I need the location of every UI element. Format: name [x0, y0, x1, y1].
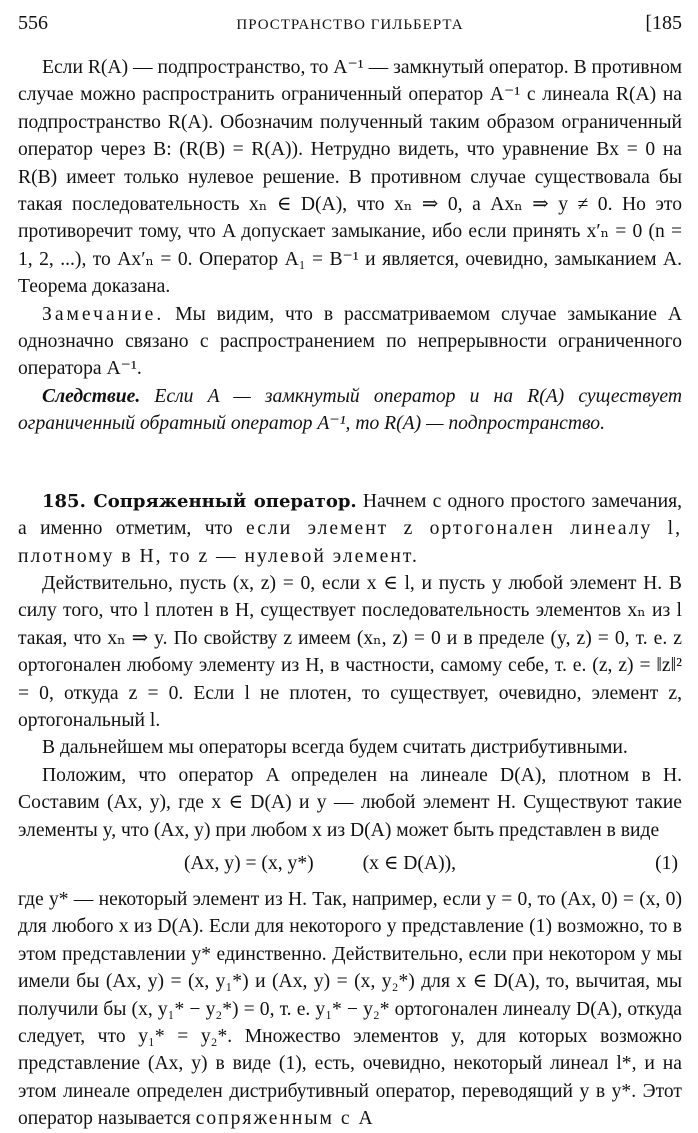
adjoint-text: где y* — некоторый элемент из H. Так, например, если y = 0, то (Ax, 0) = (x, 0) для любого x из D(A). Если для некоторого y представление (1) возможно, то в этом представлении y* единственно. Действительно, если при некотором y мы имели бы (Ax, y) = (x, y₁*) и (Ax, y) = (x, y₂*) для x ∈ D(A), то, вычитая, мы получили бы (x, y₁* − y₂*) = 0, т. е. y₁* − y₂* ортогонален линеалу D(A), откуда следует, что y₁* = y₂*. Множество элементов y, для которых возможно представление (Ax, y) в виде (1), есть, очевидно, некоторый линеал l*, и на этом линеале определен дистрибутивный оператор, переводящий y в y*. Этот оператор называется — [18, 888, 682, 1130]
remark-label: Замечание. — [42, 303, 165, 325]
remark-paragraph — [18, 301, 682, 383]
adjoint-term: сопряженным с A — [195, 1108, 375, 1130]
adjoint-paragraph — [18, 886, 682, 1133]
proof-paragraph: Если R(A) — подпространство, то A⁻¹ — замкнутый оператор. В противном случае можно распространить ограниченный оператор A⁻¹ с линеала R(A) на подпространство R(A). Обозначим полученный таким образом ограниченный оператор через B: (R(B) = R(A)). Нетрудно видеть, что уравнение Bx = 0 на R(B) имеет только нулевое решение. В противном случае существовала бы такая последовательность xₙ ∈ D(A), что xₙ ⇒ 0, а Axₙ ⇒ y ≠ 0. Но это противоречит тому, что A допускает замыкание, ибо если принять x′ₙ = 0 (n = 1, 2, ...), то Ax′ₙ = 0. Оператор A₁ = B⁻¹ и является, очевидно, замыканием A. Теорема доказана. — [18, 57, 682, 298]
proof-orthogonal-paragraph: Действительно, пусть (x, z) = 0, если x ∈ l, и пусть y любой элемент H. В силу того, что l плотен в H, существует последовательность элементов xₙ из l такая, что xₙ ⇒ y. По свойству z имеем (xₙ, z) = 0 и в пределе (y, z) = 0, т. е. z ортогонален любому элементу из H, в частности, самому себе, т. е. (z, z) = ‖z‖² = 0, откуда z = 0. Если l не плотен, то существует, очевидно, элемент z, ортогональный l. — [18, 572, 682, 731]
section-heading: 185. Сопряженный оператор. — [42, 490, 357, 512]
spaced-statement: если элемент z ортогонален линеалу l, плотному в H, то z — нулевой элемент. — [18, 518, 682, 567]
operator-definition-paragraph: Положим, что оператор A определен на линеале D(A), плотном в H. Составим (Ax, y), где x ∈ D(A) и y — любой элемент H. Существуют такие элементы y, что (Ax, y) при любом x из D(A) может быть представлен в виде — [18, 764, 682, 841]
corollary-text: Если A — замкнутый оператор и на R(A) существует ограниченный обратный оператор A⁻¹, то R(A) — подпространство. — [18, 385, 682, 435]
remark-text: Мы видим, что в рассматриваемом случае замыкание A однозначно связано с распространением по непрерывности ограниченного оператора A⁻¹. — [18, 303, 682, 380]
section-185-paragraph — [18, 488, 682, 570]
equation-body: (Ax, y) = (x, y*) (x ∈ D(A)), — [184, 852, 457, 874]
section-intro: Начнем с одного простого замечания, а именно отметим, что — [18, 490, 683, 540]
section-gap — [18, 438, 682, 488]
running-title: ПРОСТРАНСТВО ГИЛЬБЕРТА — [236, 17, 464, 33]
page-number: 556 — [18, 12, 48, 34]
page-header — [18, 10, 682, 40]
corollary-paragraph — [18, 383, 682, 438]
distributive-paragraph: В дальнейшем мы операторы всегда будем считать дистрибутивными. — [42, 737, 628, 759]
equation-number: (1) — [655, 852, 678, 874]
equation-1 — [18, 846, 682, 882]
section-marker: [185 — [645, 12, 682, 34]
corollary-label: Следствие. — [42, 385, 141, 407]
